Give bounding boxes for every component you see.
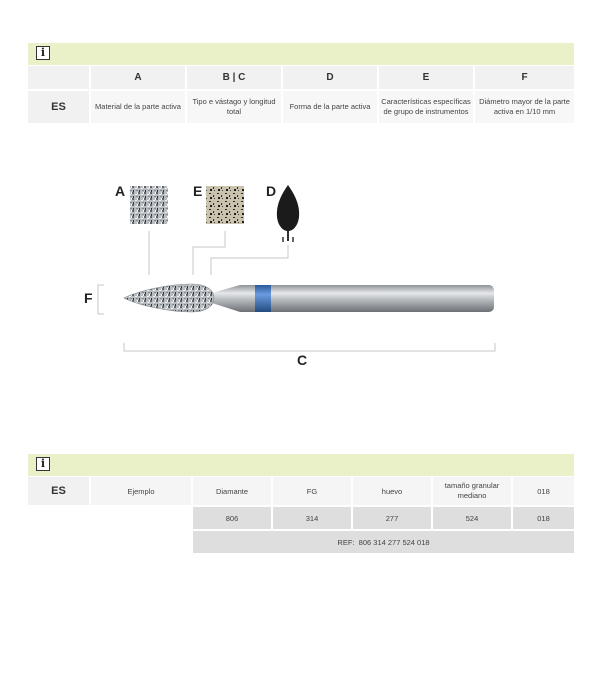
bur-instrument (124, 284, 494, 312)
spec-header-bc: B | C (187, 66, 283, 89)
example-name-grit: tamaño granular mediano (433, 477, 513, 505)
example-code-shank: 314 (273, 505, 353, 529)
example-name-size: 018 (513, 477, 574, 505)
swatch-e-grit-pattern (206, 186, 244, 224)
example-blank (28, 505, 193, 529)
info-icon: i (36, 46, 50, 60)
color-ring (255, 285, 271, 312)
working-part (124, 284, 214, 312)
example-label: Ejemplo (91, 477, 193, 505)
example-lang: ES (28, 477, 91, 505)
example-code-size: 018 (513, 505, 574, 529)
spec-header-d: D (283, 66, 379, 89)
spec-desc-e: Características específicas de grupo de instrumentos (379, 89, 475, 123)
spec-lang: ES (28, 89, 91, 123)
example-table (28, 477, 574, 553)
diagram-label-d: D (266, 183, 277, 199)
ref-label: REF: (337, 537, 355, 547)
diagram-label-f: F (84, 290, 93, 306)
example-code-grit: 524 (433, 505, 513, 529)
diagram-label-a: A (115, 183, 126, 199)
example-name-material: Diamante (193, 477, 273, 505)
spec-desc-f: Diámetro mayor de la parte activa en 1/10 mm (475, 89, 574, 123)
example-code-shape: 277 (353, 505, 433, 529)
spec-header-e: E (379, 66, 475, 89)
spec-header-f: F (475, 66, 574, 89)
shape-d-flame-icon (277, 185, 299, 242)
diagram-label-e: E (193, 183, 203, 199)
example-name-shape: huevo (353, 477, 433, 505)
spec-header-a: A (91, 66, 187, 89)
swatch-a-diamond-grit (130, 186, 168, 224)
ref-value: 806 314 277 524 018 (358, 537, 430, 547)
spec-desc-bc: Tipo e vástago y longitud total (187, 89, 283, 123)
info-icon: i (36, 457, 50, 471)
spec-desc-a: Material de la parte activa (91, 89, 187, 123)
example-name-shank: FG (273, 477, 353, 505)
example-code-material: 806 (193, 505, 273, 529)
example-ref (193, 529, 574, 553)
diagram-label-c: C (297, 352, 308, 368)
spec-desc-d: Forma de la parte activa (283, 89, 379, 123)
info-bar-bottom (28, 454, 574, 476)
example-blank-ref (28, 529, 193, 553)
